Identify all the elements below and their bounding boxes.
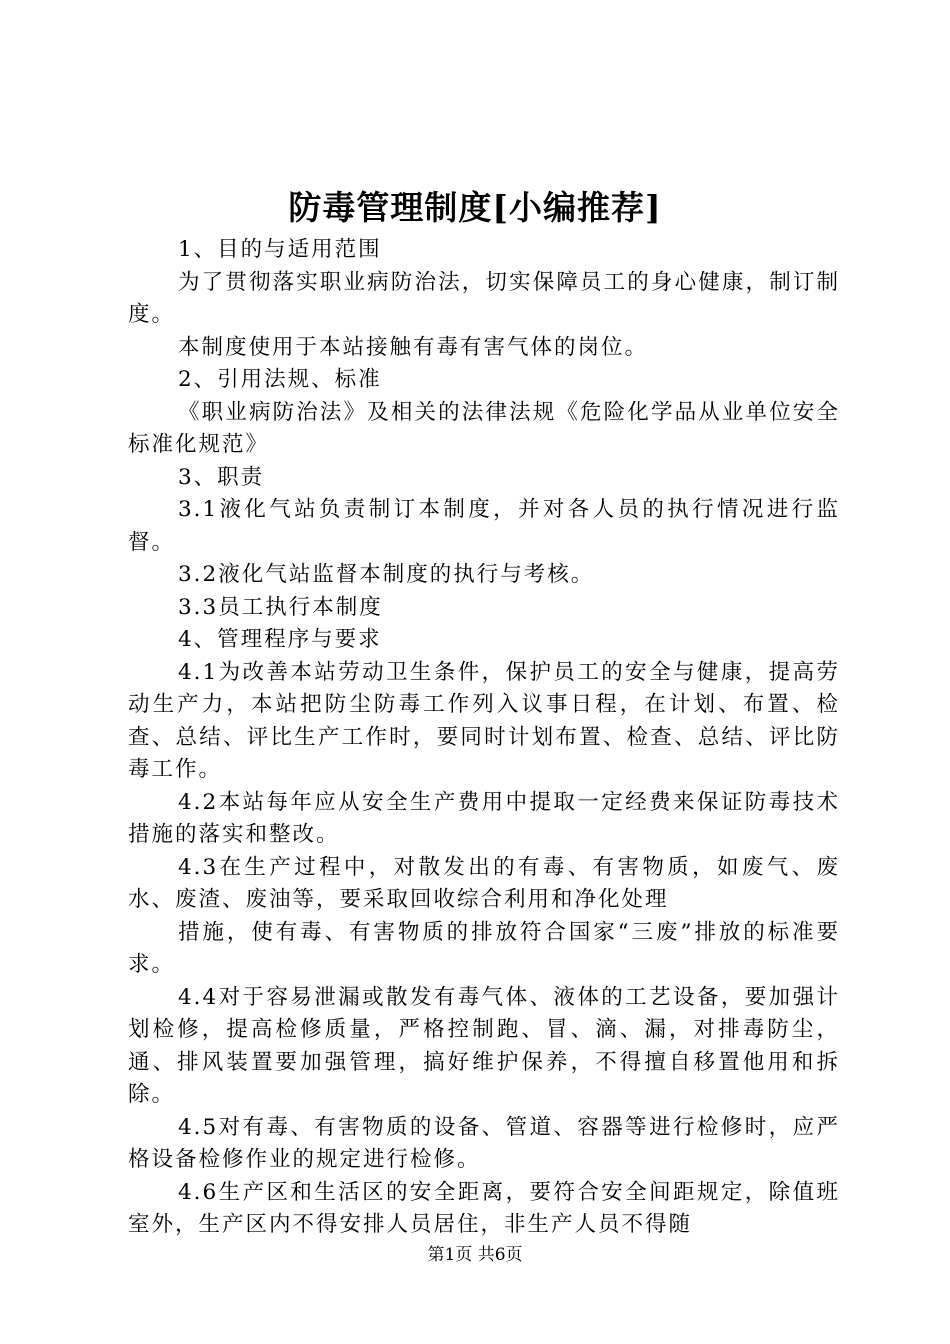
section-heading-1: 1、目的与适用范围 xyxy=(178,237,382,262)
page-number-footer: 第1页 共6页 xyxy=(427,1245,523,1265)
paragraph: 4.5对有毒、有害物质的设备、管道、容器等进行检修时，应严格设备检修作业的规定进行检修。 xyxy=(128,1114,840,1172)
section-heading-4: 4、管理程序与要求 xyxy=(178,627,382,652)
section-heading-3: 3、职责 xyxy=(178,464,265,490)
paragraph: 3.2液化气站监督本制度的执行与考核。 xyxy=(178,562,595,587)
paragraph: 4.6生产区和生活区的安全距离，要符合安全间距规定，除值班室外，生产区内不得安排人员居住，非生产人员不得随 xyxy=(128,1179,840,1237)
paragraph: 为了贯彻落实职业病防治法，切实保障员工的身心健康，制订制度。 xyxy=(128,269,840,327)
paragraph: 3.1液化气站负责制订本制度，并对各人员的执行情况进行监督。 xyxy=(128,497,840,555)
paragraph: 3.3员工执行本制度 xyxy=(178,594,383,620)
section-heading-2: 2、引用法规、标准 xyxy=(178,367,382,392)
paragraph: 本制度使用于本站接触有毒有害气体的岗位。 xyxy=(178,334,649,360)
document-title: 防毒管理制度[小编推荐] xyxy=(288,188,662,227)
paragraph: 措施，使有毒、有害物质的排放符合国家“三废”排放的标准要求。 xyxy=(128,919,840,977)
paragraph: 4.4对于容易泄漏或散发有毒气体、液体的工艺设备，要加强计划检修，提高检修质量，严格控制跑、冒、滴、漏，对排毒防尘，通、排风装置要加强管理，搞好维护保养，不得擅自移置他用和拆除。 xyxy=(128,984,840,1107)
paragraph: 4.3在生产过程中，对散发出的有毒、有害物质，如废气、废水、废渣、废油等，要采取回收综合利用和净化处理 xyxy=(128,854,840,912)
paragraph: 《职业病防治法》及相关的法律法规《危险化学品从业单位安全标准化规范》 xyxy=(128,399,840,457)
paragraph: 4.1为改善本站劳动卫生条件，保护员工的安全与健康，提高劳动生产力，本站把防尘防毒工作列入议事日程，在计划、布置、检查、总结、评比生产工作时，要同时计划布置、检查、总结、评比防毒工作。 xyxy=(128,659,840,782)
document-body xyxy=(128,234,840,1242)
paragraph: 4.2本站每年应从安全生产费用中提取一定经费来保证防毒技术措施的落实和整改。 xyxy=(128,789,840,847)
